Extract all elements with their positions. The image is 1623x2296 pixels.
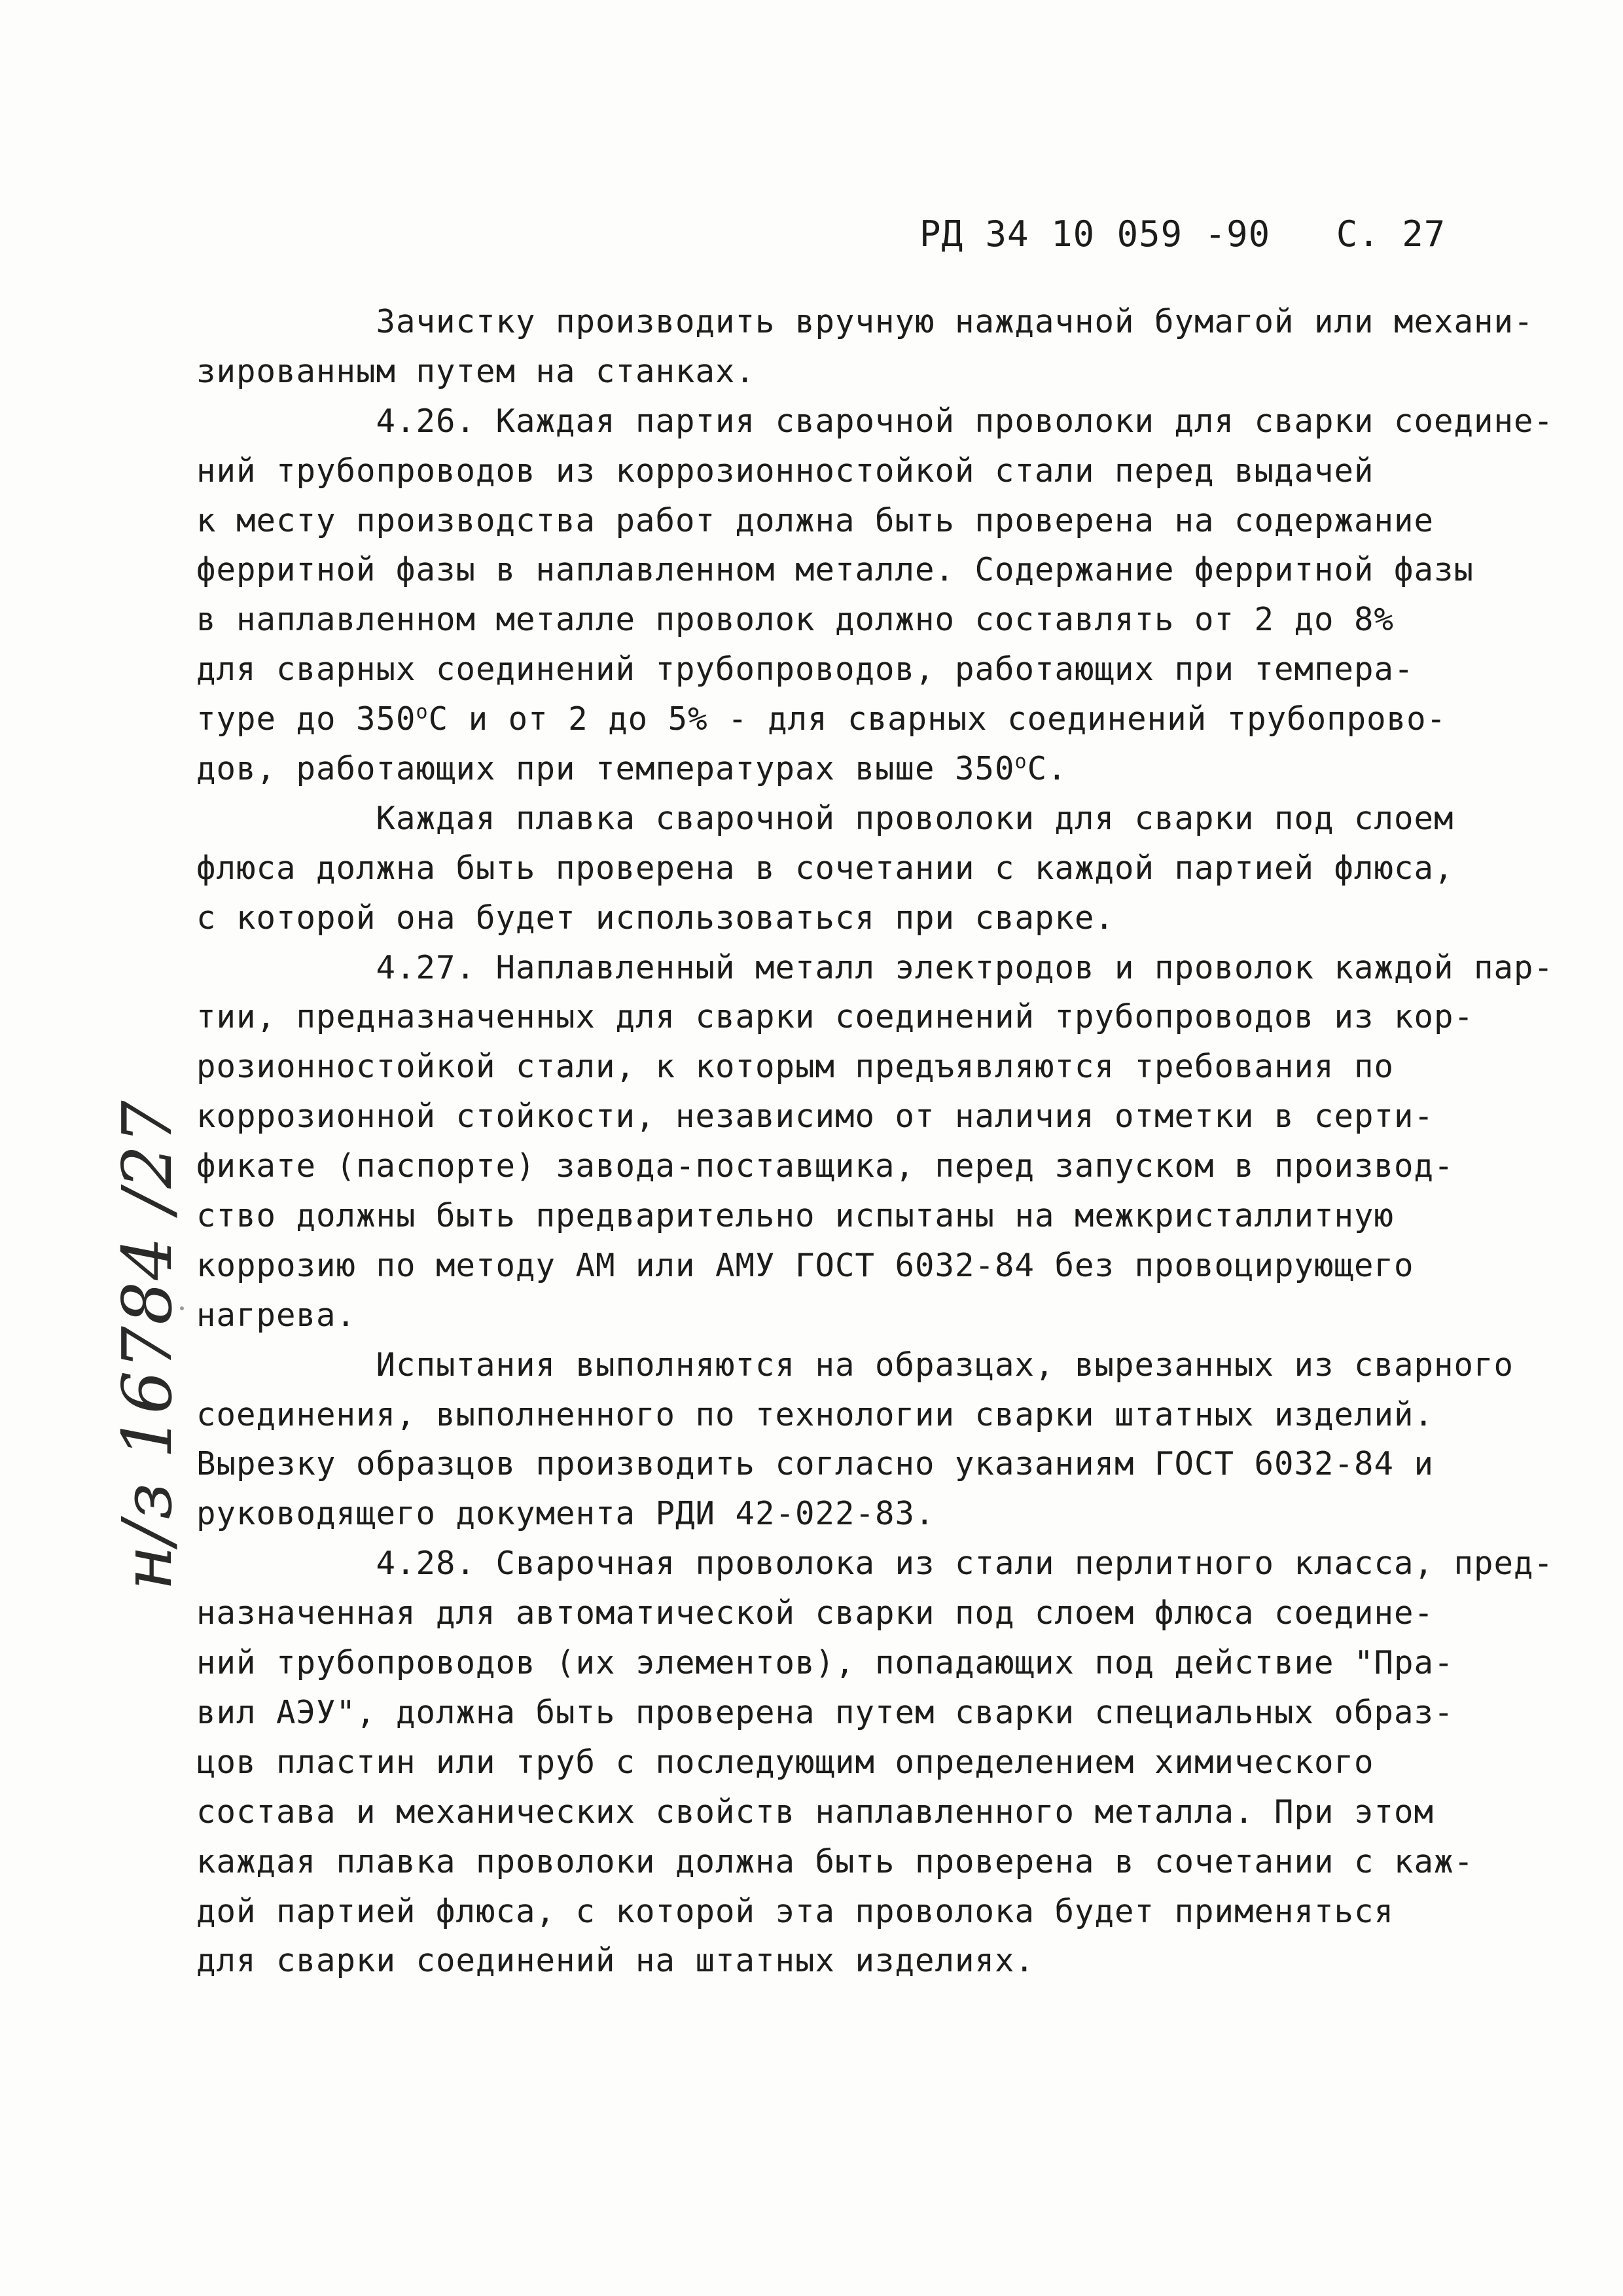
- text-line: [196, 1588, 1525, 1638]
- degree-superscript: о: [416, 700, 429, 724]
- text-line-main: с которой она будет использоваться при сварке.: [196, 899, 1115, 937]
- text-line-main: зированным путем на станках.: [196, 352, 756, 390]
- text-line: [196, 844, 1525, 893]
- text-line-main: цов пластин или труб с последующим определением химического: [196, 1743, 1374, 1781]
- text-line-main: туре до 350: [196, 700, 416, 738]
- text-line-main: ний трубопроводов (их элементов), попадающих под действие "Пра-: [196, 1644, 1454, 1682]
- page-header: [919, 211, 1476, 258]
- text-line-main: флюса должна быть проверена в сочетании с каждой партией флюса,: [196, 849, 1454, 887]
- text-line: [196, 446, 1525, 496]
- text-line-main: дов, работающих при температурах выше 350: [196, 750, 1015, 788]
- text-line-main: коррозионной стойкости, независимо от наличия отметки в серти-: [196, 1098, 1435, 1136]
- text-line: [196, 1291, 1525, 1340]
- text-line: [196, 1787, 1525, 1837]
- text-line: [196, 1887, 1525, 1937]
- text-line-main: ство должны быть предварительно испытаны на межкристаллитную: [196, 1197, 1395, 1235]
- text-line: [196, 595, 1525, 645]
- body-text: [196, 297, 1554, 1986]
- document-code: РД 34 10 059 -90: [919, 213, 1271, 255]
- text-line-main: коррозию по методу АМ или АМУ ГОСТ 6032-84 без провоцирующего: [196, 1246, 1414, 1284]
- text-line-main: 4.27. Наплавленный металл электродов и проволок каждой пар-: [196, 948, 1554, 986]
- text-line: [196, 347, 1525, 397]
- text-line-main: ферритной фазы в наплавленном металле. Содержание ферритной фазы: [196, 551, 1474, 589]
- margin-note-text: н/з 16784 /27: [107, 1099, 187, 1590]
- text-line: [196, 397, 1554, 446]
- text-line: [196, 992, 1525, 1042]
- text-line: [196, 1141, 1525, 1191]
- text-line: [196, 1439, 1525, 1489]
- text-line-main: Испытания выполняются на образцах, вырезанных из сварного: [196, 1346, 1514, 1384]
- text-line-main: состава и механических свойств наплавленного металла. При этом: [196, 1793, 1435, 1831]
- text-line-main: в наплавленном металле проволок должно составлять от 2 до 8%: [196, 601, 1395, 639]
- text-line: [196, 1539, 1554, 1588]
- text-line: [196, 1042, 1525, 1092]
- degree-superscript: о: [1014, 750, 1027, 774]
- text-line-main: дой партией флюса, с которой эта проволока будет применяться: [196, 1892, 1395, 1930]
- text-line-main: к месту производства работ должна быть проверена на содержание: [196, 501, 1435, 539]
- text-line: [196, 893, 1525, 943]
- text-line-main: каждая плавка проволоки должна быть проверена в сочетании с каж-: [196, 1842, 1474, 1880]
- text-line-main: нагрева.: [196, 1296, 357, 1334]
- text-line-continuation: С.: [1027, 750, 1067, 788]
- text-line-main: соединения, выполненного по технологии сварки штатных изделий.: [196, 1395, 1435, 1433]
- text-line-main: для сварных соединений трубопроводов, работающих при темпера-: [196, 651, 1414, 689]
- text-line-main: руководящего документа РДИ 42-022-83.: [196, 1495, 935, 1533]
- text-line-main: вил АЭУ", должна быть проверена путем сварки специальных образ-: [196, 1693, 1454, 1731]
- text-line: [196, 943, 1554, 993]
- text-line-main: розионностойкой стали, к которым предъявляются требования по: [196, 1048, 1395, 1086]
- text-line: [196, 1390, 1525, 1440]
- text-line-main: 4.28. Сварочная проволока из стали перлитного класса, пред-: [196, 1545, 1554, 1583]
- text-line: [196, 1092, 1525, 1141]
- text-line-main: Вырезку образцов производить согласно указаниям ГОСТ 6032-84 и: [196, 1445, 1435, 1483]
- text-line-main: фикате (паспорте) завода-поставщика, перед запуском в производ-: [196, 1147, 1454, 1185]
- text-line: [196, 297, 1534, 347]
- text-line: [196, 1837, 1525, 1887]
- handwritten-margin-note: [107, 1099, 187, 1590]
- text-line: [196, 694, 1525, 744]
- text-line-main: 4.26. Каждая партия сварочной проволоки для сварки соедине-: [196, 402, 1554, 440]
- text-line: [196, 496, 1525, 546]
- text-line-main: тии, предназначенных для сварки соединений трубопроводов из кор-: [196, 998, 1474, 1036]
- text-line-continuation: С и от 2 до 5% - для сварных соединений трубопрово-: [428, 700, 1447, 738]
- text-line: [196, 1738, 1525, 1787]
- text-line-main: ний трубопроводов из коррозионностойкой стали перед выдачей: [196, 452, 1374, 490]
- text-line-main: Каждая плавка сварочной проволоки для сварки под слоем: [196, 799, 1454, 837]
- text-line: [196, 1340, 1525, 1390]
- text-line-main: для сварки соединений на штатных изделиях.: [196, 1942, 1035, 1980]
- text-line: [196, 794, 1525, 844]
- text-line: [196, 1638, 1525, 1688]
- text-line-main: назначенная для автоматической сварки под слоем флюса соедине-: [196, 1594, 1435, 1632]
- text-line: [196, 1489, 1525, 1539]
- text-line: [196, 1241, 1525, 1291]
- text-line: [196, 1688, 1525, 1738]
- page-number: С. 27: [1336, 213, 1446, 255]
- text-line: [196, 1191, 1525, 1241]
- text-line: [196, 1936, 1525, 1986]
- text-line: [196, 645, 1525, 694]
- text-line: [196, 545, 1525, 595]
- text-line: [196, 744, 1525, 794]
- text-line-main: Зачистку производить вручную наждачной бумагой или механи-: [196, 303, 1534, 340]
